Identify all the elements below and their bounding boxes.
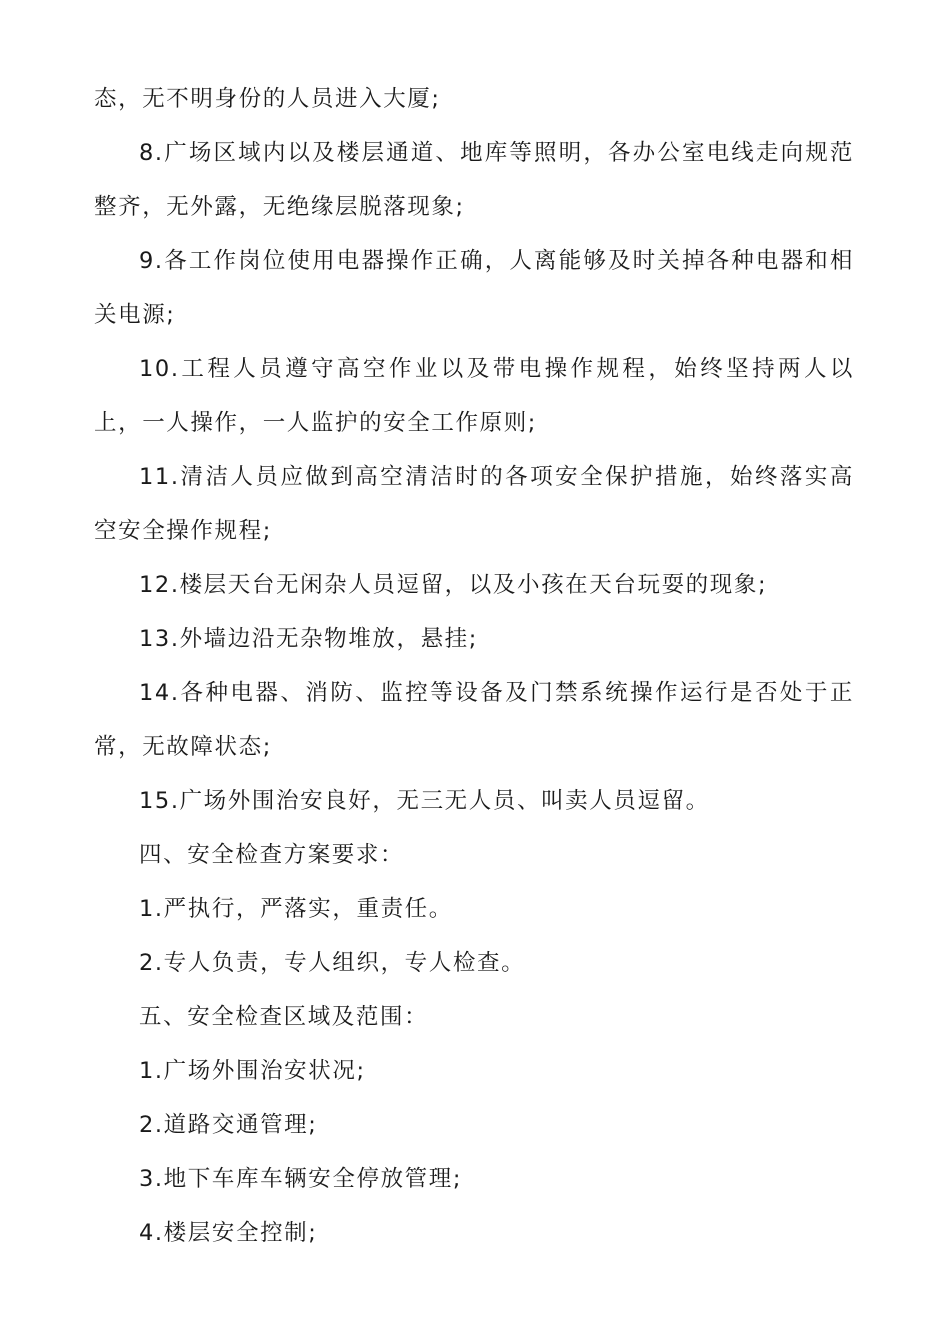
requirement-item-1: 1.严执行，严落实，重责任。 <box>139 896 453 922</box>
document-body <box>94 72 854 1260</box>
paragraph-item-13-exterior-wall: 13.外墙边沿无杂物堆放，悬挂; <box>139 626 478 652</box>
scope-item-3: 3.地下车库车辆安全停放管理; <box>139 1166 463 1192</box>
scope-item-2: 2.道路交通管理; <box>139 1112 318 1138</box>
section-heading-requirements: 四、安全检查方案要求： <box>139 842 405 868</box>
paragraph-item-8-lighting: 8.广场区域内以及楼层通道、地库等照明，各办公室电线走向规范整齐，无外露，无绝缘层脱落现象; <box>94 140 854 220</box>
paragraph-item-10-engineering: 10.工程人员遵守高空作业以及带电操作规程，始终坚持两人以上，一人操作，一人监护的安全工作原则; <box>94 356 854 436</box>
scope-item-1: 1.广场外围治安状况; <box>139 1058 366 1084</box>
paragraph-continuation: 态，无不明身份的人员进入大厦; <box>94 86 441 112</box>
scope-item-4: 4.楼层安全控制; <box>139 1220 318 1246</box>
section-heading-scope: 五、安全检查区域及范围： <box>139 1004 429 1030</box>
paragraph-item-15-perimeter: 15.广场外围治安良好，无三无人员、叫卖人员逗留。 <box>139 788 710 814</box>
paragraph-item-14-equipment: 14.各种电器、消防、监控等设备及门禁系统操作运行是否处于正常，无故障状态; <box>94 680 854 760</box>
paragraph-item-9-electrical: 9.各工作岗位使用电器操作正确，人离能够及时关掉各种电器和相关电源; <box>94 248 854 328</box>
paragraph-item-11-cleaning: 11.清洁人员应做到高空清洁时的各项安全保护措施，始终落实高空安全操作规程; <box>94 464 854 544</box>
paragraph-item-12-rooftop: 12.楼层天台无闲杂人员逗留，以及小孩在天台玩耍的现象; <box>139 572 768 598</box>
requirement-item-2: 2.专人负责，专人组织，专人检查。 <box>139 950 526 976</box>
